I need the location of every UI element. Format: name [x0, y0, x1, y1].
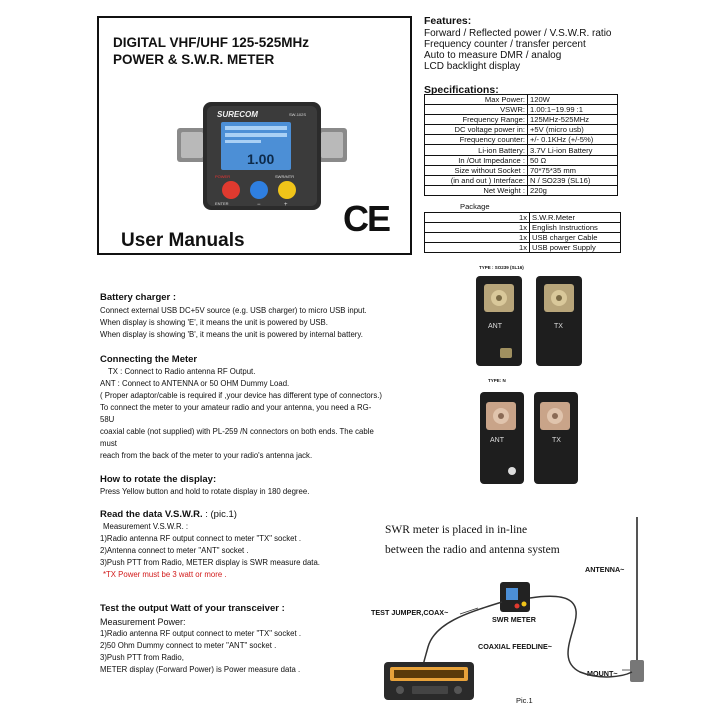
diagram-title-1: SWR meter is placed in in-line [385, 524, 528, 536]
spec-row: DC voltage power in: +5V (micro usb) [425, 125, 618, 135]
specifications-title: Specifications: [424, 84, 499, 96]
specifications-table [424, 94, 618, 196]
ce-mark: CE [343, 198, 390, 239]
swr-mtr-label: SWR/MTR [275, 174, 295, 179]
output-text: Measurement Power: 1)Radio antenna RF output connect to meter "TX" socket . 2)50 Ohm Dummy connect to meter "ANT" socket . 3)Push PTT from Radio, METER display (Forward Power) is Power measure data . [100, 617, 301, 674]
tx-label: TX [552, 437, 561, 444]
spec-row: (in and out ) Interface: N / SO239 (SL16) [425, 175, 618, 185]
coaxial-feedline [530, 596, 632, 677]
spec-row: VSWR: 1.00:1~19.99 :1 [425, 105, 618, 115]
so239-connector-photos [472, 272, 592, 372]
package-row: 1x S.W.R.Meter [425, 213, 621, 223]
cover-box [97, 16, 412, 255]
battery-heading: Battery charger : [100, 292, 177, 303]
connection-diagram [360, 512, 660, 712]
n-connector-photos [472, 386, 592, 490]
type-so239-label: TYPE : SO239 (SL16) [479, 265, 524, 270]
spec-row: Frequency counter: +/- 0.1KHz (+/-5%) [425, 135, 618, 145]
antenna-label: ANTENNA~ [585, 565, 625, 574]
feature-line: Auto to measure DMR / analog [424, 50, 562, 61]
spec-row: Size without Socket : 70*75*35 mm [425, 165, 618, 175]
ant-label: ANT [490, 437, 504, 444]
vswr-heading: Read the data V.S.W.R. : (pic.1) [100, 509, 237, 520]
feature-line: Frequency counter / transfer percent [424, 39, 586, 50]
spec-row: In /Out Impedance : 50 Ω [425, 155, 618, 165]
antenna-mount [630, 660, 644, 682]
lcd-reading: 1.00 [247, 151, 275, 167]
feature-line: LCD backlight display [424, 61, 521, 72]
battery-text: Connect external USB DC+5V source (e.g. USB charger) to micro USB input. When display is showing 'E', it means the unit is powered by USB. When display is showing 'B', it means the unit is powered by internal battery. [100, 306, 367, 339]
coaxial-feedline-label: COAXIAL FEEDLINE~ [478, 642, 552, 651]
pic-label: Pic.1 [516, 696, 533, 705]
package-row: 1x English Instructions [425, 223, 621, 233]
spec-row: Frequency Range: 125MHz-525MHz [425, 115, 618, 125]
connecting-heading: Connecting the Meter [100, 354, 198, 365]
brand-label: SURECOM [217, 110, 258, 119]
vswr-note: *TX Power must be 3 watt or more . [103, 570, 227, 579]
mount-label: MOUNT~ [587, 669, 618, 678]
spec-row: Max Power: 120W [425, 95, 618, 105]
enter-label: ENTER [215, 201, 229, 206]
svg-text:+: + [284, 202, 288, 208]
meter-device-illustration [177, 98, 347, 213]
package-label: Package [460, 202, 490, 211]
model-label: SW-102S [289, 112, 307, 117]
user-manuals-title: User Manuals [121, 230, 245, 251]
rotate-text: Press Yellow button and hold to rotate display in 180 degree. [100, 487, 310, 496]
cover-title: DIGITAL VHF/UHF 125-525MHz POWER & S.W.R. METER [113, 35, 310, 67]
diagram-title-2: between the radio and antenna system [385, 544, 560, 556]
connecting-text: TX : Connect to Radio antenna RF Output. ANT : Connect to ANTENNA or 50 OHM Dummy Load. ( Proper adaptor/cable is required if ,your device has different type of connectors.) To connect the meter to your amateur radio and your antenna, you need a RG- 58U coaxial cable (not supplied) with PL-259 /N connectors on both ends. The cable must reach from the back of the meter to your radio's antenna jack. [100, 367, 382, 460]
spec-row: Net Weight : 220g [425, 185, 618, 195]
vswr-text: Measurement V.S.W.R. : 1)Radio antenna RF output connect to meter "TX" socket . 2)Antenna connect to meter "ANT" socket . 3)Push PTT from Radio, METER display is SWR measure data. *TX Power must be 3 watt or more . [100, 522, 320, 579]
yellow-button [278, 181, 296, 199]
test-jumper-label: TEST JUMPER,COAX~ [371, 608, 449, 617]
ant-label: ANT [488, 323, 502, 330]
type-n-label: TYPE: N [488, 378, 506, 383]
output-heading: Test the output Watt of your transceiver : [100, 603, 285, 614]
features-title: Features: [424, 15, 472, 27]
red-button [222, 181, 240, 199]
feature-line: Forward / Reflected power / V.S.W.R. ratio [424, 28, 612, 39]
svg-text:−: − [257, 202, 261, 208]
blue-button [250, 181, 268, 199]
package-row: 1x USB charger Cable [425, 233, 621, 243]
package-table [424, 212, 621, 253]
tx-label: TX [554, 323, 563, 330]
package-row: 1x USB power Supply [425, 243, 621, 253]
power-label: POWER [215, 174, 231, 179]
rotate-heading: How to rotate the display: [100, 474, 217, 485]
spec-row: Li-ion Battery: 3.7V Li-ion Battery [425, 145, 618, 155]
swr-meter-label: SWR METER [492, 615, 536, 624]
